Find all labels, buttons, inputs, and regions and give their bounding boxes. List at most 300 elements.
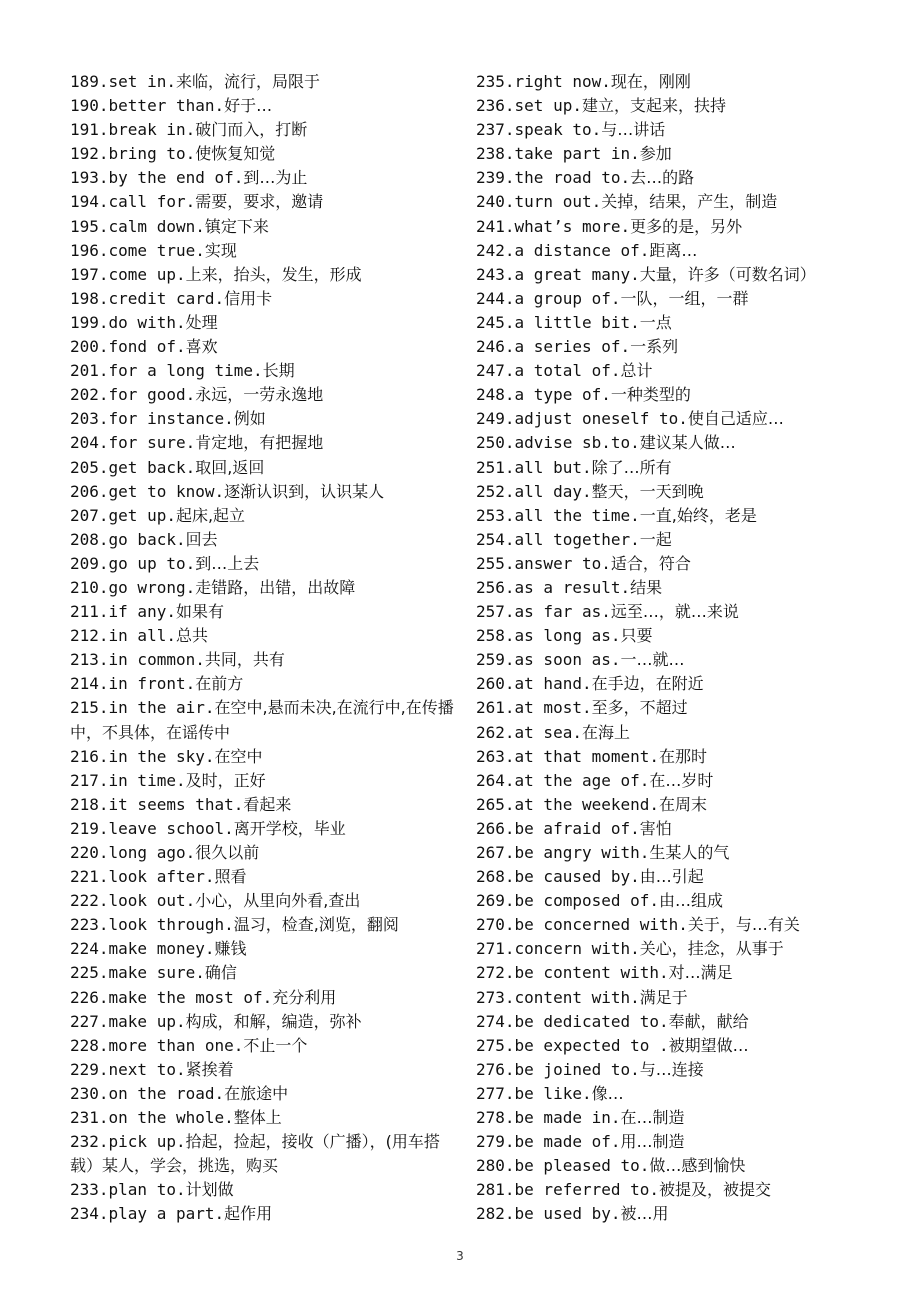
entry-meaning: 与…讲话 [601,120,666,140]
entry-phrase: go wrong. [108,577,196,597]
entry-number: 193. [70,168,109,188]
entry-phrase: be concerned with. [514,915,688,935]
entry-number: 234. [70,1204,109,1224]
entry-meaning: 关心，挂念，从事于 [639,939,784,959]
entry-number: 258. [476,626,515,646]
entry-phrase: play a part. [108,1204,225,1224]
entry-phrase: get back. [108,457,196,477]
entry-number: 257. [476,602,515,622]
entry-phrase: look through. [108,915,234,935]
entry-phrase: be like. [514,1083,592,1103]
entry-meaning: 紧挨着 [185,1059,234,1079]
phrase-entry [70,118,455,142]
entry-number: 269. [476,891,515,911]
phrase-entry [70,624,455,648]
phrase-entry [476,745,876,769]
entry-number: 202. [70,385,109,405]
entry-meaning: 结果 [630,577,663,597]
entry-phrase: come up. [108,264,186,284]
entry-number: 263. [476,746,515,766]
entry-phrase: turn out. [514,192,602,212]
phrase-entry [476,407,876,431]
phrase-entry [476,865,876,889]
entry-meaning: 生某人的气 [649,843,730,862]
entry-meaning: 确信 [204,963,237,983]
entry-number: 216. [70,746,109,766]
entry-meaning: 需要，要求，邀请 [195,192,324,212]
entry-number: 228. [70,1035,109,1055]
phrase-entry [476,1154,876,1178]
phrase-entry [476,311,876,335]
entry-number: 259. [476,650,515,670]
entry-number: 215. [70,698,109,718]
entry-phrase: by the end of. [108,168,244,188]
phrase-entry [476,118,876,142]
entry-number: 208. [70,529,109,549]
entry-meaning: 很久以前 [195,843,260,862]
entry-number: 265. [476,794,515,814]
entry-meaning: 现在，刚刚 [610,72,691,91]
phrase-entry [70,1130,455,1178]
entry-meaning: 长期 [262,361,295,381]
phrase-entry [476,528,876,552]
entry-meaning: 像… [591,1083,624,1103]
entry-number: 243. [476,264,515,284]
entry-number: 223. [70,915,109,935]
entry-number: 189. [70,72,109,91]
entry-phrase: in all. [108,626,176,646]
entry-phrase: the road to. [514,168,631,188]
entry-phrase: all the time. [514,505,640,525]
entry-phrase: be joined to. [514,1059,640,1079]
entry-meaning: 整体上 [233,1108,282,1128]
entry-meaning: 使恢复知觉 [195,144,276,164]
phrase-entry [476,961,876,985]
entry-meaning: 构成，和解，编造，弥补 [185,1011,362,1031]
entry-number: 220. [70,843,109,862]
entry-meaning: 对…满足 [668,963,733,983]
entry-meaning: 在空中,悬而未决,在流行中,在传播中，不具体，在谣传中 [70,698,454,742]
phrase-entry [476,504,876,528]
entry-number: 214. [70,674,109,694]
entry-meaning: 计划做 [185,1180,234,1200]
entry-number: 246. [476,337,515,357]
page-number: 3 [456,1249,464,1263]
entry-phrase: set up. [514,96,582,116]
phrase-entry [476,166,876,190]
phrase-entry [70,335,455,359]
entry-number: 252. [476,481,515,501]
entry-phrase: break in. [108,120,196,140]
entry-phrase: it seems that. [108,794,244,814]
entry-number: 240. [476,192,515,212]
entry-number: 273. [476,987,515,1007]
entry-number: 219. [70,818,109,838]
phrase-entry [70,431,455,455]
entry-meaning: 不止一个 [243,1035,308,1055]
phrase-entry [476,600,876,624]
entry-number: 218. [70,794,109,814]
entry-phrase: on the whole. [108,1108,234,1128]
entry-number: 254. [476,529,515,549]
entry-meaning: 好于… [224,96,273,116]
entry-phrase: call for. [108,192,196,212]
entry-meaning: 永远，一劳永逸地 [195,385,324,405]
entry-phrase: a little bit. [514,312,640,332]
phrase-entry [476,889,876,913]
entry-number: 270. [476,915,515,935]
phrase-entry [70,142,455,166]
entry-phrase: content with. [514,987,640,1007]
entry-meaning: 更多的是，另外 [630,216,743,236]
entry-number: 190. [70,96,109,116]
entry-meaning: 在手边，在附近 [591,674,704,694]
phrase-entry [476,1178,876,1202]
phrase-entry [70,865,455,889]
entry-phrase: be caused by. [514,867,640,887]
phrase-entry [70,215,455,239]
entry-meaning: 离开学校，毕业 [233,818,346,838]
entry-phrase: credit card. [108,288,225,308]
phrase-entry [70,841,455,865]
entry-meaning: 在空中 [214,746,263,766]
phrase-entry [476,648,876,672]
entry-meaning: 总计 [620,361,653,381]
entry-meaning: 奉献，献给 [668,1011,749,1031]
phrase-entry [476,986,876,1010]
entry-meaning: 在那时 [659,746,708,766]
entry-meaning: 做…感到愉快 [649,1156,746,1176]
entry-meaning: 照看 [214,867,247,887]
entry-meaning: 一点 [639,312,672,332]
entry-phrase: as far as. [514,602,611,622]
entry-phrase: better than. [108,96,225,116]
entry-phrase: as soon as. [514,650,621,670]
entry-meaning: 整天，一天到晚 [591,481,704,501]
entry-phrase: advise sb.to. [514,433,640,453]
entry-number: 279. [476,1132,515,1152]
entry-number: 275. [476,1035,515,1055]
entry-phrase: as long as. [514,626,621,646]
entry-number: 212. [70,626,109,646]
entry-meaning: 起床,起立 [175,505,246,525]
entry-number: 235. [476,72,515,91]
phrase-entry [70,961,455,985]
phrase-entry [70,937,455,961]
entry-meaning: 由…引起 [639,867,704,887]
entry-number: 229. [70,1059,109,1079]
entry-number: 250. [476,433,515,453]
entry-phrase: if any. [108,602,176,622]
entry-phrase: look after. [108,867,215,887]
phrase-entry [476,696,876,720]
entry-meaning: 关掉，结果，产生，制造 [601,192,778,212]
phrase-entry [70,1106,455,1130]
phrase-entry [70,383,455,407]
entry-phrase: what’s more. [514,216,631,236]
entry-meaning: 拾起，捡起，接收（广播），(用车搭载）某人，学会，挑选，购买 [70,1132,440,1176]
phrase-entry [70,359,455,383]
phrase-entry [476,552,876,576]
entry-phrase: bring to. [108,144,196,164]
phrase-entry [476,769,876,793]
entry-phrase: in front. [108,674,196,694]
phrase-entry [476,70,876,94]
phrase-entry [70,1202,455,1226]
phrase-entry [476,1058,876,1082]
entry-phrase: make money. [108,939,215,959]
entry-meaning: 共同，共有 [204,650,285,670]
entry-number: 237. [476,120,515,140]
entry-meaning: 上来，抬头，发生，形成 [185,264,362,284]
phrase-entry [70,817,455,841]
entry-phrase: concern with. [514,939,640,959]
entry-meaning: 参加 [639,144,672,164]
entry-number: 225. [70,963,109,983]
entry-number: 255. [476,553,515,573]
entry-meaning: 与…连接 [639,1059,704,1079]
entry-number: 278. [476,1108,515,1128]
phrase-entry [70,239,455,263]
entry-phrase: a distance of. [514,240,650,260]
entry-phrase: make the most of. [108,987,273,1007]
entry-phrase: at sea. [514,722,582,742]
phrase-entry [476,287,876,311]
phrase-entry [70,986,455,1010]
entry-phrase: do with. [108,312,186,332]
entry-number: 262. [476,722,515,742]
entry-phrase: be used by. [514,1204,621,1224]
phrase-entry [70,1058,455,1082]
entry-meaning: 用…制造 [620,1132,685,1152]
phrase-entry [70,1034,455,1058]
entry-number: 230. [70,1083,109,1103]
entry-number: 241. [476,216,515,236]
phrase-entry [70,311,455,335]
entry-meaning: 总共 [175,626,208,646]
entry-meaning: 建立，支起来，扶持 [581,96,726,116]
phrase-entry [70,600,455,624]
phrase-entry [476,431,876,455]
entry-phrase: more than one. [108,1035,244,1055]
entry-meaning: 一起 [639,529,672,549]
phrase-entry [70,745,455,769]
phrase-entry [70,1010,455,1034]
entry-phrase: in common. [108,650,205,670]
entry-number: 231. [70,1108,109,1128]
entry-meaning: 去…的路 [630,168,695,188]
entry-phrase: all together. [514,529,640,549]
entry-meaning: 处理 [185,312,218,332]
entry-phrase: be referred to. [514,1180,660,1200]
entry-phrase: plan to. [108,1180,186,1200]
phrase-entry [476,721,876,745]
right-column [476,70,876,1227]
entry-meaning: 起作用 [224,1204,273,1224]
phrase-entry [70,648,455,672]
entry-meaning: 走错路，出错，出故障 [195,577,356,597]
entry-phrase: be afraid of. [514,818,640,838]
entry-meaning: 一…就… [620,650,685,670]
entry-phrase: speak to. [514,120,602,140]
entry-number: 266. [476,818,515,838]
entry-number: 221. [70,867,109,887]
entry-number: 200. [70,337,109,357]
phrase-entry [70,70,455,94]
entry-phrase: make sure. [108,963,205,983]
entry-phrase: be angry with. [514,843,650,862]
entry-number: 245. [476,312,515,332]
entry-number: 253. [476,505,515,525]
entry-meaning: 破门而入，打断 [195,120,308,140]
entry-phrase: adjust oneself to. [514,409,688,429]
entry-number: 277. [476,1083,515,1103]
entry-phrase: fond of. [108,337,186,357]
entry-phrase: a great many. [514,264,640,284]
entry-number: 281. [476,1180,515,1200]
phrase-entry [476,1082,876,1106]
entry-number: 261. [476,698,515,718]
entry-number: 195. [70,216,109,236]
entry-number: 224. [70,939,109,959]
phrase-entry [70,190,455,214]
entry-meaning: 信用卡 [224,288,273,308]
phrase-entry [70,793,455,817]
entry-phrase: a total of. [514,361,621,381]
entry-number: 272. [476,963,515,983]
phrase-entry [476,1010,876,1034]
entry-number: 191. [70,120,109,140]
entry-meaning: 赚钱 [214,939,247,959]
phrase-entry [476,937,876,961]
phrase-entry [476,359,876,383]
entry-phrase: be dedicated to. [514,1011,669,1031]
entry-phrase: right now. [514,72,611,91]
entry-number: 274. [476,1011,515,1031]
entry-phrase: a type of. [514,385,611,405]
phrase-entry [70,1178,455,1202]
entry-phrase: calm down. [108,216,205,236]
entry-meaning: 及时，正好 [185,770,266,790]
entry-phrase: answer to. [514,553,611,573]
entry-number: 210. [70,577,109,597]
entry-meaning: 例如 [233,409,266,429]
phrase-entry [476,383,876,407]
entry-number: 249. [476,409,515,429]
entry-phrase: as a result. [514,577,631,597]
entry-phrase: at the age of. [514,770,650,790]
phrase-entry [476,94,876,118]
phrase-entry [476,190,876,214]
phrase-entry [70,263,455,287]
entry-meaning: 被…用 [620,1204,669,1224]
entry-number: 204. [70,433,109,453]
entry-number: 239. [476,168,515,188]
phrase-entry [476,1202,876,1226]
entry-meaning: 喜欢 [185,337,218,357]
entry-meaning: 看起来 [243,794,292,814]
entry-meaning: 来临，流行，局限于 [175,72,320,91]
entry-phrase: at most. [514,698,592,718]
entry-meaning: 被期望做… [668,1035,749,1055]
entry-meaning: 一种类型的 [610,385,691,405]
entry-number: 192. [70,144,109,164]
entry-meaning: 镇定下来 [204,216,269,236]
entry-phrase: take part in. [514,144,640,164]
entry-phrase: on the road. [108,1083,225,1103]
entry-phrase: go up to. [108,553,196,573]
entry-meaning: 满足于 [639,987,688,1007]
phrase-entry [476,142,876,166]
entry-meaning: 在旅途中 [224,1083,289,1103]
entry-meaning: 只要 [620,626,653,646]
entry-number: 211. [70,602,109,622]
entry-number: 268. [476,867,515,887]
entry-meaning: 充分利用 [272,987,337,1007]
entry-number: 256. [476,577,515,597]
entry-number: 209. [70,553,109,573]
entry-phrase: look out. [108,891,196,911]
entry-number: 194. [70,192,109,212]
entry-phrase: be expected to . [514,1035,669,1055]
entry-meaning: 一系列 [630,337,679,357]
entry-meaning: 在前方 [195,674,244,694]
left-column [70,70,455,1227]
entry-number: 217. [70,770,109,790]
entry-meaning: 关于，与…有关 [687,915,800,935]
entry-number: 238. [476,144,515,164]
phrase-entry [476,576,876,600]
entry-meaning: 一队，一组，一群 [620,288,749,308]
entry-number: 199. [70,312,109,332]
entry-phrase: get to know. [108,481,225,501]
entry-phrase: next to. [108,1059,186,1079]
entry-number: 226. [70,987,109,1007]
entry-meaning: 距离… [649,240,698,260]
entry-number: 201. [70,361,109,381]
entry-number: 276. [476,1059,515,1079]
entry-number: 236. [476,96,515,116]
entry-number: 251. [476,457,515,477]
phrase-entry [70,769,455,793]
entry-number: 207. [70,505,109,525]
entry-number: 267. [476,843,515,862]
entry-phrase: long ago. [108,843,196,862]
entry-number: 213. [70,650,109,670]
entry-phrase: all but. [514,457,592,477]
entry-number: 197. [70,264,109,284]
entry-phrase: leave school. [108,818,234,838]
entry-phrase: go back. [108,529,186,549]
entry-meaning: 实现 [204,240,237,260]
entry-meaning: 到…上去 [195,553,260,573]
entry-meaning: 害怕 [639,818,672,838]
phrase-entry [70,1082,455,1106]
entry-phrase: in the sky. [108,746,215,766]
phrase-entry [476,817,876,841]
phrase-entry [476,456,876,480]
phrase-entry [476,215,876,239]
phrase-entry [476,1106,876,1130]
phrase-entry [476,239,876,263]
entry-phrase: come true. [108,240,205,260]
entry-meaning: 在…岁时 [649,770,714,790]
entry-phrase: in the air. [108,698,215,718]
entry-phrase: be made of. [514,1132,621,1152]
entry-number: 280. [476,1156,515,1176]
entry-phrase: all day. [514,481,592,501]
entry-number: 206. [70,481,109,501]
